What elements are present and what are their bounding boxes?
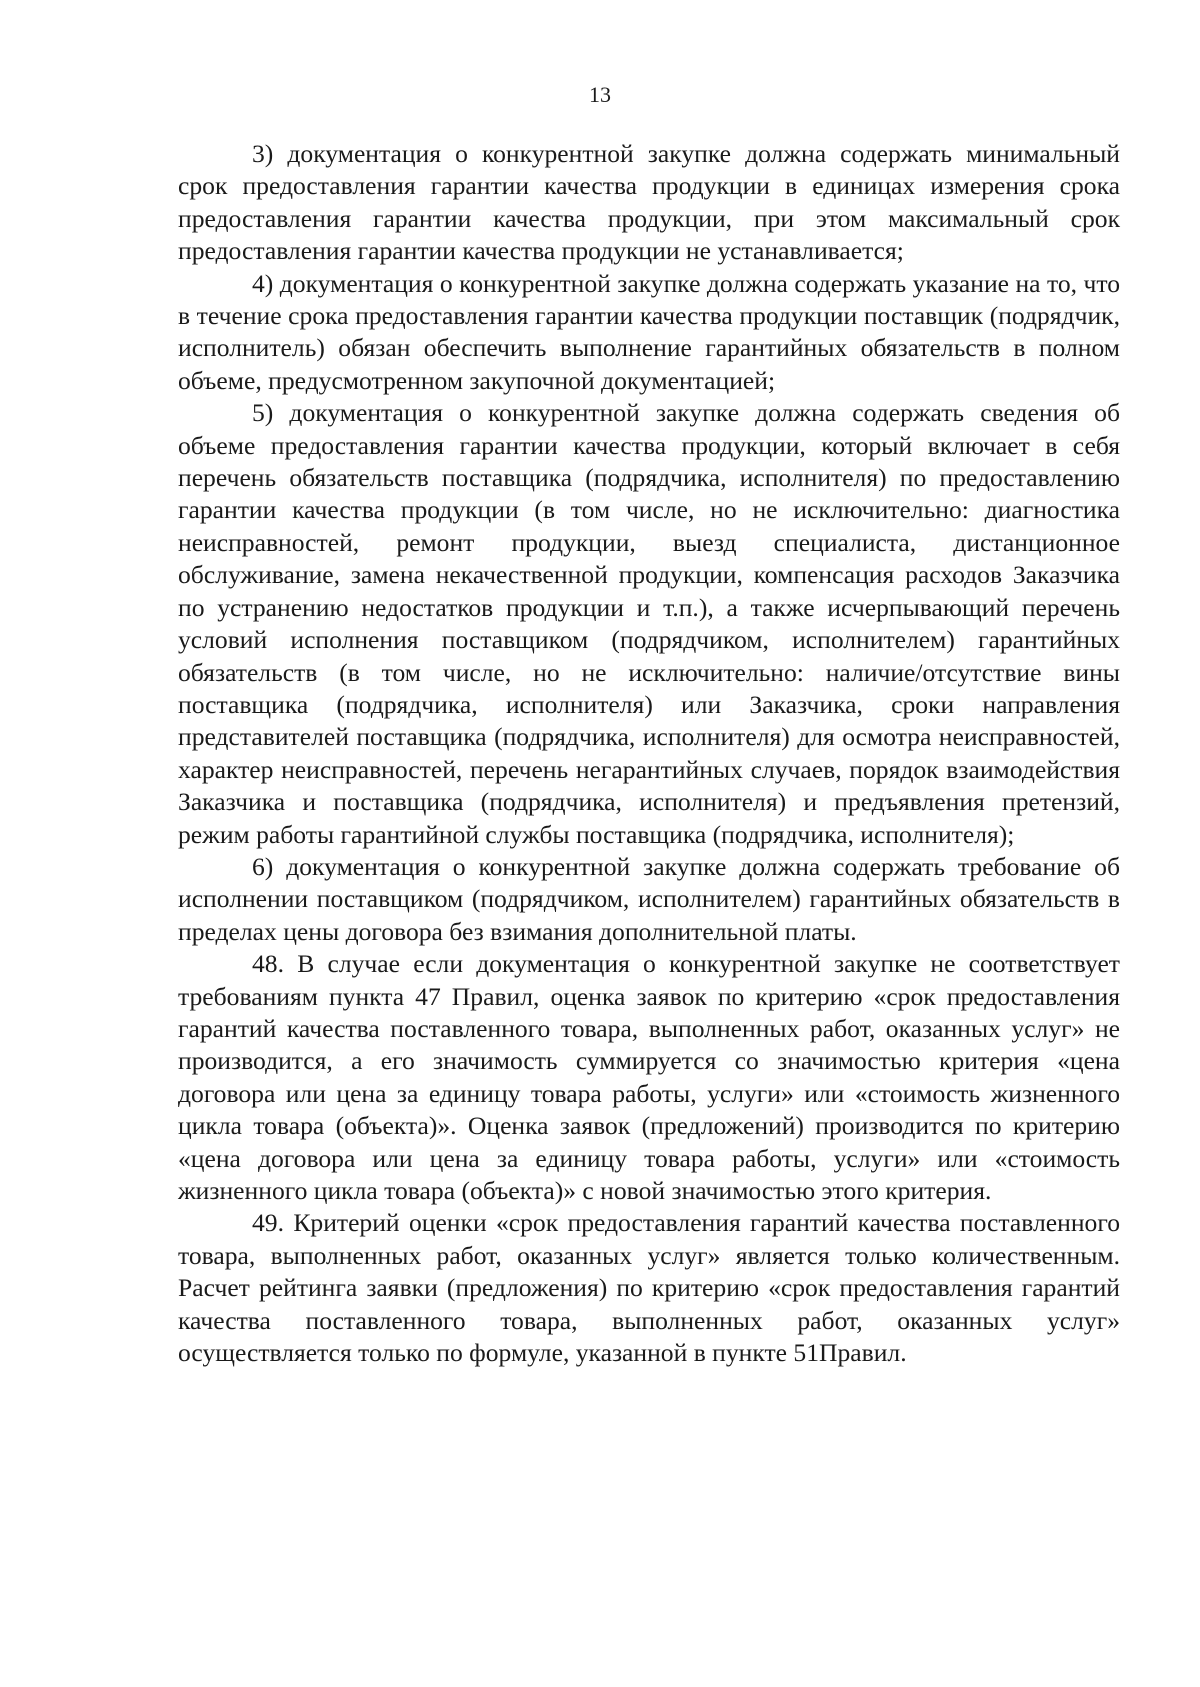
paragraph-clause-48: 48. В случае если документация о конкурентной закупке не соответствует требованиям пункта 47 Правил, оценка заявок по критерию «срок предоставления гарантий качества поставленного товара, выполненных работ, оказанных услуг» не производится, а его значимость суммируется со значимостью критерия «цена договора или цена за единицу товара работы, услуги» или «стоимость жизненного цикла товара (объекта)». Оценка заявок (предложений) производится по критерию «цена договора или цена за единицу товара работы, услуги» или «стоимость жизненного цикла товара (объекта)» с новой значимостью этого критерия. bbox=[178, 949, 1120, 1205]
paragraph-item-4: 4) документация о конкурентной закупке должна содержать указание на то, что в течение срока предоставления гарантии качества продукции поставщик (подрядчик, исполнитель) обязан обеспечить выполнение гарантийных обязательств в полном объеме, предусмотренном закупочной документацией; bbox=[178, 268, 1120, 395]
paragraph-item-6: 6) документация о конкурентной закупке должна содержать требование об исполнении поставщиком (подрядчиком, исполнителем) гарантийных обязательств в пределах цены договора без взимания дополнительной платы. bbox=[178, 851, 1120, 946]
document-body bbox=[178, 138, 1120, 1369]
paragraph-clause-49: 49. Критерий оценки «срок предоставления гарантий качества поставленного товара, выполненных работ, оказанных услуг» является только количественным. Расчет рейтинга заявки (предложения) по критерию «срок предоставления гарантий качества поставленного товара, выполненных работ, оказанных услуг» осуществляется только по формуле, указанной в пункте 51Правил. bbox=[178, 1208, 1120, 1368]
paragraph-item-5: 5) документация о конкурентной закупке должна содержать сведения об объеме предоставления гарантии качества продукции, который включает в себя перечень обязательств поставщика (подрядчика, исполнителя) по предоставлению гарантии качества продукции (в том числе, но не исключительно: диагностика неисправностей, ремонт продукции, выезд специалиста, дистанционное обслуживание, замена некачественной продукции, компенсация расходов Заказчика по устранению недостатков продукции и т.п.), а также исчерпывающий перечень условий исполнения поставщиком (подрядчиком, исполнителем) гарантийных обязательств (в том числе, но не исключительно: наличие/отсутствие вины поставщика (подрядчика, исполнителя) или Заказчика, сроки направления представителей поставщика (подрядчика, исполнителя) для осмотра неисправностей, характер неисправностей, перечень негарантийных случаев, порядок взаимодействия Заказчика и поставщика (подрядчика, исполнителя) и предъявления претензий, режим работы гарантийной службы поставщика (подрядчика, исполнителя); bbox=[178, 398, 1120, 849]
page-number: 13 bbox=[589, 82, 611, 107]
paragraph-item-3: 3) документация о конкурентной закупке должна содержать минимальный срок предоставления гарантии качества продукции в единицах измерения срока предоставления гарантии качества продукции, при этом максимальный срок предоставления гарантии качества продукции не устанавливается; bbox=[178, 139, 1120, 266]
